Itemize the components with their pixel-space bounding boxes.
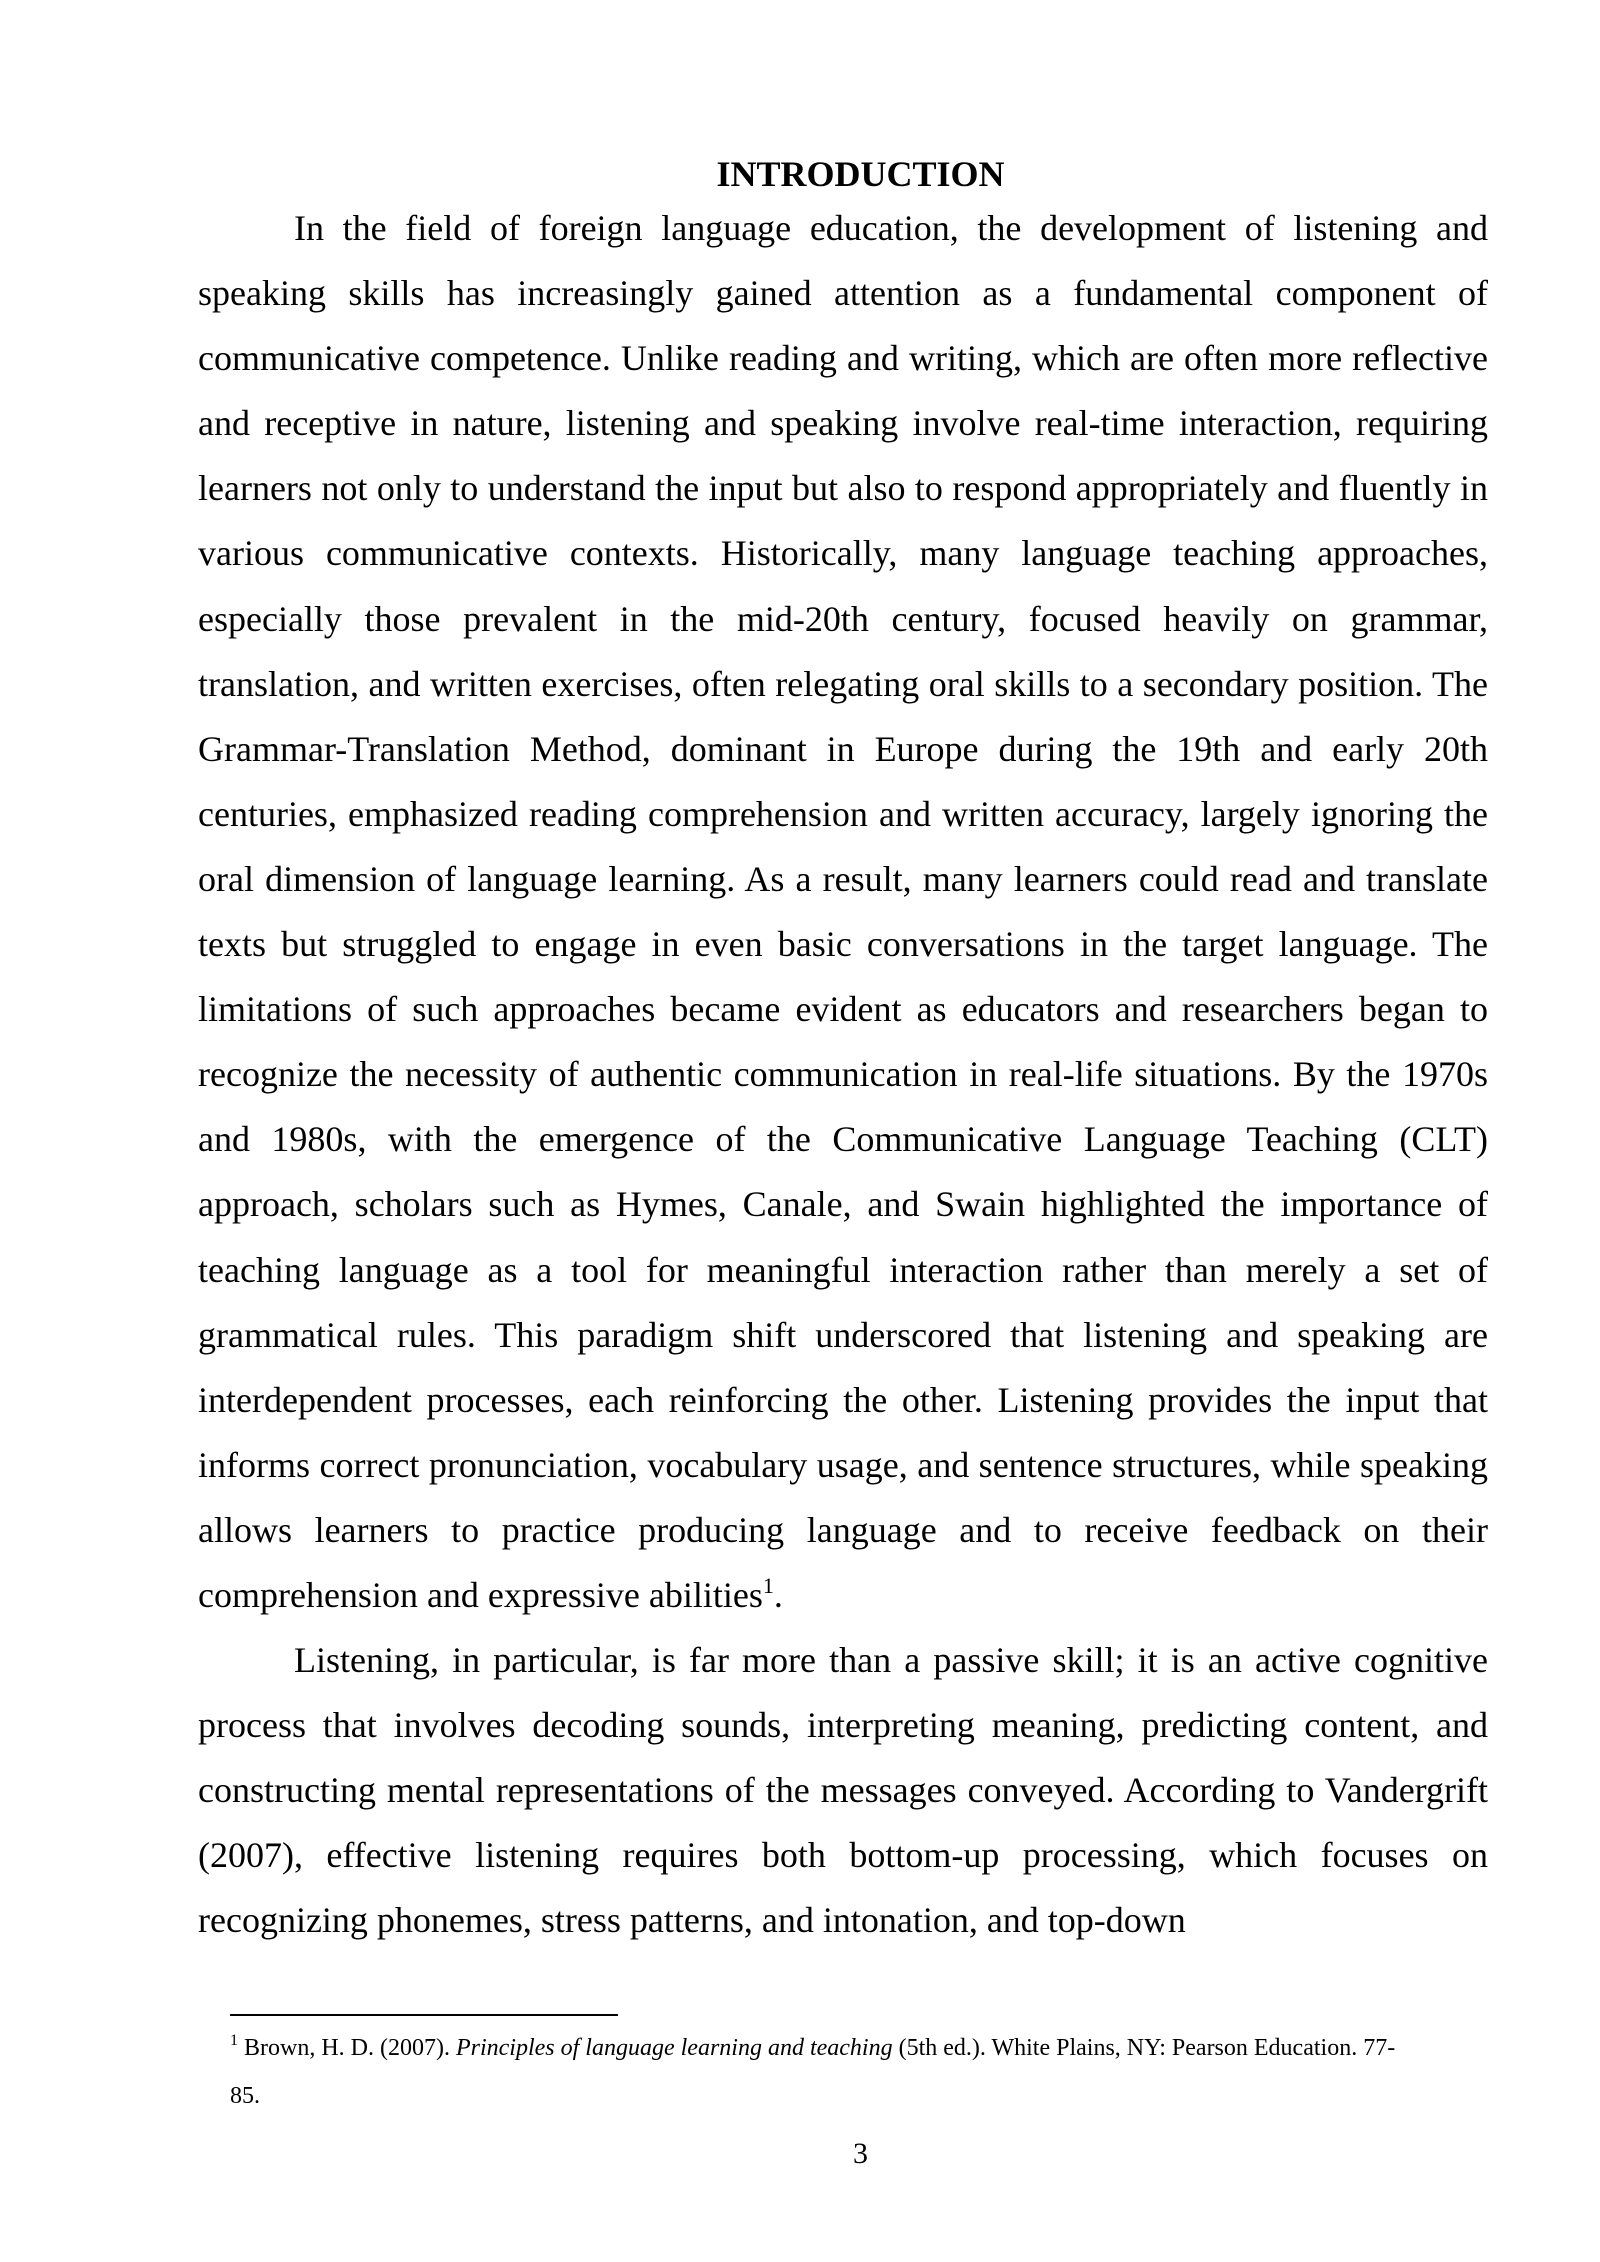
- footnote-author: Brown, H. D. (2007).: [244, 2035, 450, 2061]
- footnote-title: Principles of language learning and teaching: [455, 2035, 893, 2061]
- footnote-separator: [230, 2014, 618, 2016]
- page-number: 3: [853, 2137, 868, 2170]
- paragraph-1: [198, 196, 1488, 1628]
- paragraph-2-text: Listening, in particular, is far more than a passive skill; it is an active cognitive process that involves decoding sounds, interpreting meaning, predicting content, and constructing mental representations of the messages conveyed. According to Vandergrift (2007), effective listening requires both bottom-up processing, which focuses on recognizing phonemes, stress patterns, and intonation, and top-down: [198, 1640, 1488, 1941]
- paragraph-2: [198, 1628, 1488, 1953]
- footnote-reference: 1: [762, 1572, 774, 1598]
- footnote-number: 1: [230, 2032, 238, 2049]
- body-text: [198, 196, 1488, 1954]
- section-heading: INTRODUCTION: [716, 154, 1005, 194]
- footnote: [230, 2024, 1420, 2120]
- paragraph-1-text: In the field of foreign language education, the development of listening and speaking skills has increasingly gained attention as a fundamental component of communicative competence. Unlike reading and writing, which are often more reflective and receptive in nature, listening and speaking involve real-time interaction, requiring learners not only to understand the input but also to respond appropriately and fluently in various communicative contexts. Historically, many language teaching approaches, especially those prevalent in the mid-20th century, focused heavily on grammar, translation, and written exercises, often relegating oral skills to a secondary position. The Grammar-Translation Method, dominant in Europe during the 19th and early 20th centuries, emphasized reading comprehension and written accuracy, largely ignoring the oral dimension of language learning. As a result, many learners could read and translate texts but struggled to engage in even basic conversations in the target language. The limitations of such approaches became evident as educators and researchers began to recognize the necessity of authentic communication in real-life situations. By the 1970s and 1980s, with the emergence of the Communicative Language Teaching (CLT) approach, scholars such as Hymes, Canale, and Swain highlighted the importance of teaching language as a tool for meaningful interaction rather than merely a set of grammatical rules. This paradigm shift underscored that listening and speaking are interdependent processes, each reinforcing the other. Listening provides the input that informs correct pronunciation, vocabulary usage, and sentence structures, while speaking allows learners to practice producing language and to receive feedback on their comprehension and expressive abilities: [198, 208, 1488, 1615]
- footnote-details: (5th ed.). White Plains, NY: Pearson Education. 77-85.: [230, 2035, 1396, 2109]
- paragraph-1-end: .: [773, 1574, 783, 1615]
